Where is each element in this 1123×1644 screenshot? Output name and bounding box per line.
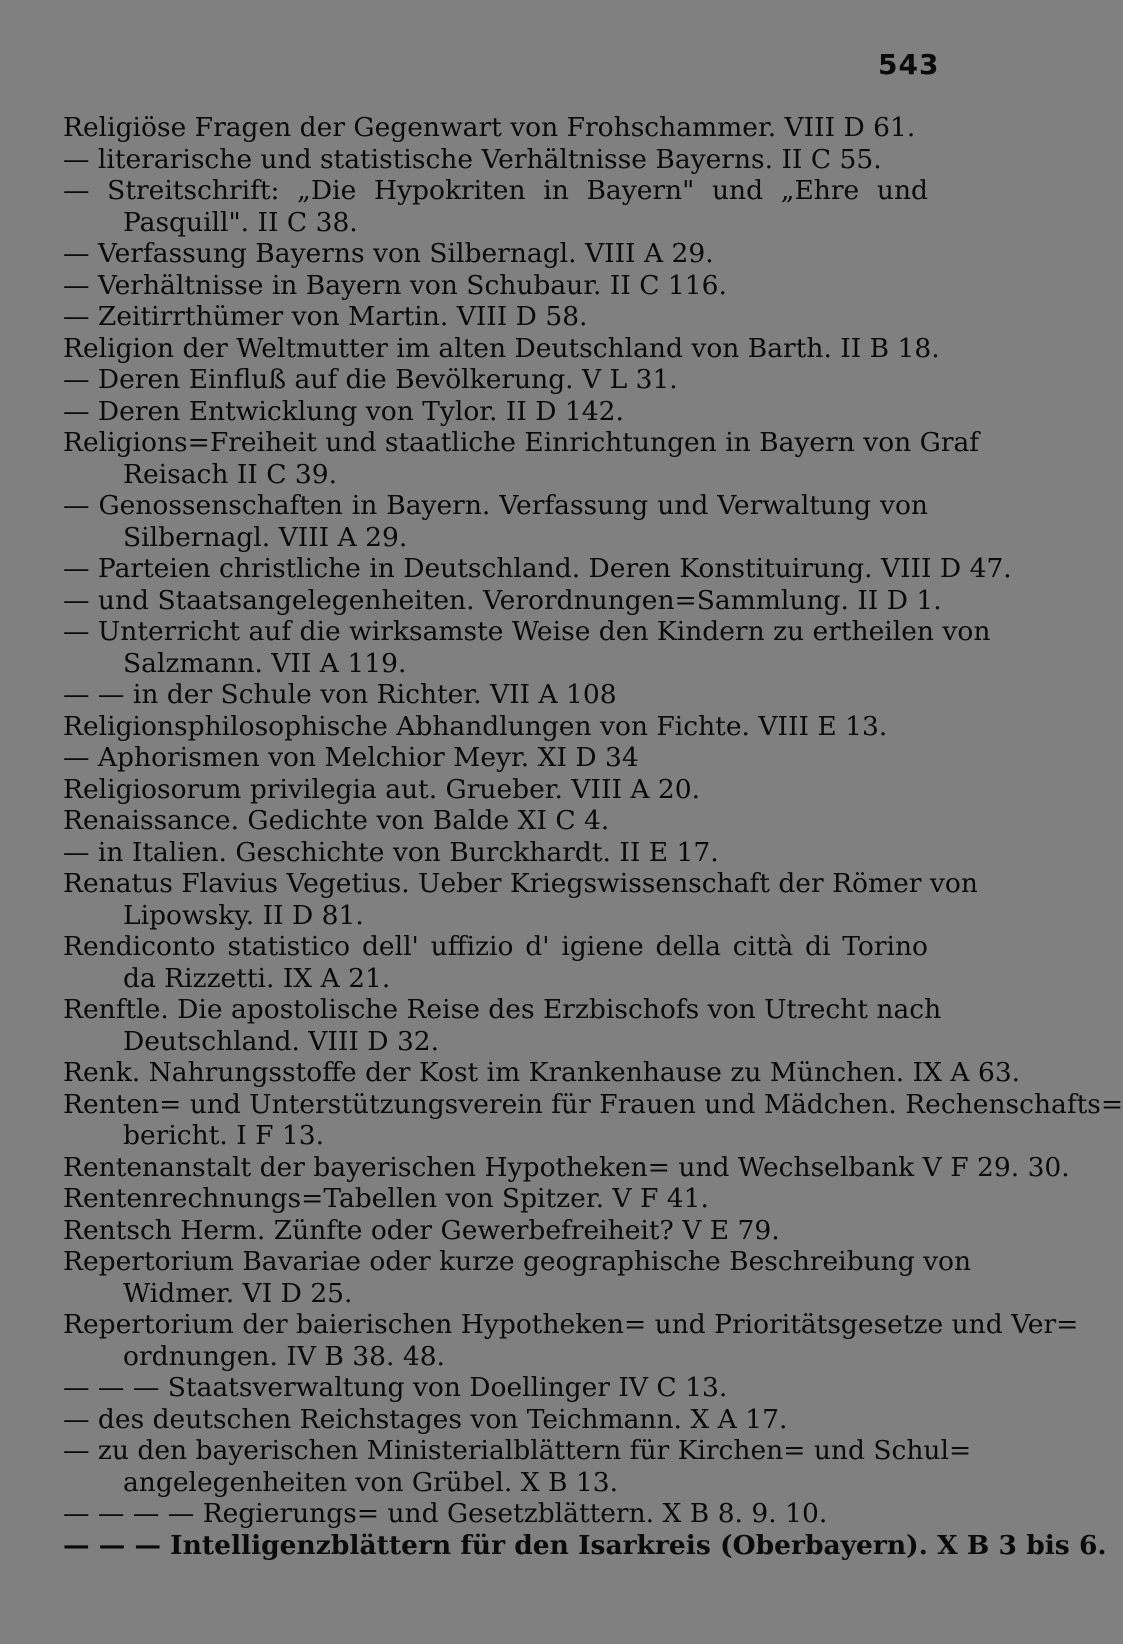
index-entry-continuation-line: Reisach II C 39. — [123, 458, 338, 490]
page-number: 543 — [878, 48, 940, 81]
index-entry-line: Renk. Nahrungsstoffe der Kost im Krankenhause zu München. IX A 63. — [63, 1057, 1021, 1088]
index-entry-line: — und Staatsangelegenheiten. Verordnungen=Sammlung. II D 1. — [63, 584, 942, 616]
index-entry-line: Rendiconto statistico dell' uffizio d' igiene della città di Torino — [63, 931, 928, 962]
index-entry-line: — Streitschrift: „Die Hypokriten in Bayern" und „Ehre und — [63, 175, 928, 206]
index-entry-continuation-line: bericht. I F 13. — [123, 1120, 325, 1151]
index-entry-continuation-line: Deutschland. VIII D 32. — [123, 1025, 440, 1057]
index-entry-line: Rentenanstalt der bayerischen Hypotheken= und Wechselbank V F 29. 30. — [63, 1151, 1070, 1183]
index-entry-line: Repertorium der baierischen Hypotheken= und Prioritätsgesetze und Ver= — [63, 1309, 1079, 1340]
index-entry-line: Renatus Flavius Vegetius. Ueber Kriegswissenschaft der Römer von — [63, 868, 978, 899]
index-entry-line: — Deren Einfluß auf die Bevölkerung. V L 31. — [63, 364, 678, 395]
index-entry-line: Renftle. Die apostolische Reise des Erzbischofs von Utrecht nach — [63, 994, 942, 1025]
index-entry-line: Religiosorum privilegia aut. Grueber. VIII A 20. — [63, 773, 701, 805]
index-entry-line: — — in der Schule von Richter. VII A 108 — [63, 679, 617, 710]
index-entry-line: — Aphorismen von Melchior Meyr. XI D 34 — [63, 742, 639, 773]
index-entry-line: Religiöse Fragen der Gegenwart von Frohschammer. VIII D 61. — [63, 112, 916, 143]
index-entry-line: — Verfassung Bayerns von Silbernagl. VIII A 29. — [63, 238, 714, 269]
index-entry-line: — Genossenschaften in Bayern. Verfassung und Verwaltung von — [63, 490, 928, 521]
index-entry-line: — literarische und statistische Verhältnisse Bayerns. II C 55. — [63, 143, 882, 175]
index-entry-continuation-line: Lipowsky. II D 81. — [123, 899, 364, 931]
index-entry-line: Religion der Weltmutter im alten Deutschland von Barth. II B 18. — [63, 332, 940, 364]
index-entry-line: — Deren Entwicklung von Tylor. II D 142. — [63, 395, 624, 427]
index-entry-continuation-line: Widmer. VI D 25. — [123, 1277, 353, 1309]
index-entry-continuation-line: da Rizzetti. IX A 21. — [123, 962, 391, 994]
index-entry-line: Religionsphilosophische Abhandlungen von Fichte. VIII E 13. — [63, 710, 888, 742]
index-entry-line: Rentenrechnungs=Tabellen von Spitzer. V F 41. — [63, 1183, 709, 1214]
index-entry-line: — zu den bayerischen Ministerialblättern für Kirchen= und Schul= — [63, 1435, 972, 1466]
index-entry-continuation-line: Salzmann. VII A 119. — [123, 647, 407, 679]
index-entry-line: — Verhältnisse in Bayern von Schubaur. II C 116. — [63, 269, 727, 301]
index-entry-continuation-line: ordnungen. IV B 38. 48. — [123, 1340, 445, 1372]
index-entry-line: — — — — Regierungs= und Gesetzblättern. X B 8. 9. 10. — [63, 1498, 828, 1529]
index-entry-line: Religions=Freiheit und staatliche Einrichtungen in Bayern von Graf — [63, 427, 980, 458]
index-entry-line: — — — Staatsverwaltung von Doellinger IV C 13. — [63, 1372, 728, 1403]
index-entry-line: Renaissance. Gedichte von Balde XI C 4. — [63, 805, 610, 836]
index-entry-line: — des deutschen Reichstages von Teichmann. X A 17. — [63, 1403, 788, 1435]
index-entry-line: — Zeitirrthümer von Martin. VIII D 58. — [63, 301, 588, 332]
index-entry-line: — Parteien christliche in Deutschland. Deren Konstituirung. VIII D 47. — [63, 553, 1012, 584]
index-entry-line: Repertorium Bavariae oder kurze geographische Beschreibung von — [63, 1246, 972, 1277]
index-entry-continuation-line: Silbernagl. VIII A 29. — [123, 521, 408, 553]
index-entry-line: Rentsch Herm. Zünfte oder Gewerbefreiheit? V E 79. — [63, 1214, 780, 1246]
index-entry-continuation-line: angelegenheiten von Grübel. X B 13. — [123, 1466, 619, 1498]
index-entry-continuation-line: Pasquill". II C 38. — [123, 206, 358, 238]
index-entry-line: — Unterricht auf die wirksamste Weise den Kindern zu ertheilen von — [63, 616, 991, 647]
index-entries — [0, 112, 1123, 1561]
index-entry-line: — — — Intelligenzblättern für den Isarkreis (Oberbayern). X B 3 bis 6. — [63, 1529, 1107, 1561]
index-entry-line: — in Italien. Geschichte von Burckhardt. II E 17. — [63, 836, 719, 868]
index-entry-line: Renten= und Unterstützungsverein für Frauen und Mädchen. Rechenschafts= — [63, 1088, 1123, 1120]
